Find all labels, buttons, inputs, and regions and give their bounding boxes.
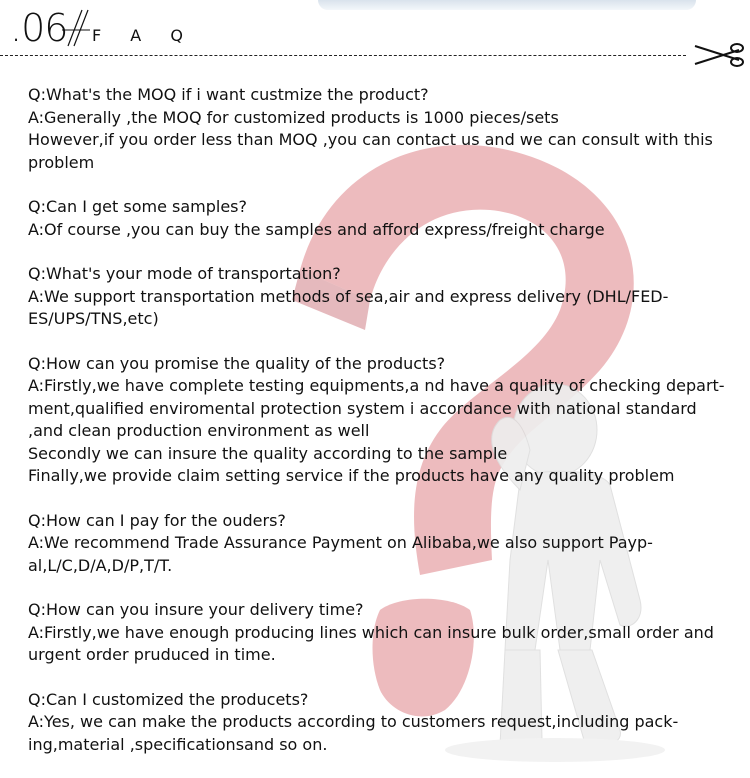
faq-answer-line: A:Yes, we can make the products according to customers request,including pack-	[28, 712, 679, 731]
faq-question: Q:What's the MOQ if i want custmize the product?	[28, 85, 429, 104]
top-decorative-banner	[318, 0, 696, 10]
faq-answer-line: A:Firstly,we have enough producing lines which can insure bulk order,small order and	[28, 622, 714, 642]
faq-question: Q:What's your mode of transportation?	[28, 264, 341, 283]
faq-item	[28, 510, 728, 578]
faq-answer-line: ing,material ,specificationsand so on.	[28, 734, 328, 754]
faq-item	[28, 353, 728, 488]
faq-answer-line: A:Of course ,you can buy the samples and afford express/freight charge	[28, 219, 605, 239]
faq-answer-line: A:Firstly,we have complete testing equipments,a nd have a quality of checking depart-	[28, 376, 725, 395]
section-title: F A Q	[92, 26, 195, 45]
faq-item	[28, 599, 728, 667]
faq-item	[28, 84, 728, 174]
faq-answer-line: al,L/C,D/A,D/P,T/T.	[28, 555, 173, 575]
faq-answer-line: Secondly we can insure the quality according to the sample	[28, 443, 508, 463]
faq-answer-line: A:We recommend Trade Assurance Payment on Alibaba,we also support Payp-	[28, 533, 653, 552]
faq-answer-line: A:We support transportation methods of sea,air and express delivery (DHL/FED-	[28, 286, 669, 306]
faq-header	[0, 0, 750, 70]
double-slash-decoration	[62, 8, 92, 48]
faq-answer-line: ES/UPS/TNS,etc)	[28, 309, 159, 328]
faq-question: Q:How can you insure your delivery time?	[28, 600, 364, 619]
section-number: .06	[10, 6, 68, 50]
faq-answer-line: ,and clean production environment as well	[28, 421, 370, 440]
faq-answer-line: However,if you order less than MOQ ,you can contact us and we can consult with this	[28, 130, 713, 149]
faq-question: Q:Can I customized the producets?	[28, 689, 309, 709]
faq-list	[28, 84, 728, 778]
faq-item	[28, 196, 728, 241]
faq-answer-line: Finally,we provide claim setting service if the products have any quality problem	[28, 466, 675, 485]
faq-item	[28, 263, 728, 331]
faq-item	[28, 689, 728, 757]
faq-answer-line: problem	[28, 152, 95, 172]
scissors-icon	[693, 42, 745, 68]
faq-question: Q:How can you promise the quality of the products?	[28, 353, 446, 373]
faq-answer-line: A:Generally ,the MOQ for customized products is 1000 pieces/sets	[28, 107, 559, 127]
faq-question: Q:Can I get some samples?	[28, 197, 247, 216]
faq-question: Q:How can I pay for the ouders?	[28, 510, 286, 530]
dashed-cut-line	[0, 55, 686, 56]
faq-answer-line: urgent order pruduced in time.	[28, 645, 276, 664]
faq-answer-line: ment,qualified enviromental protection system i accordance with national standard	[28, 398, 697, 418]
